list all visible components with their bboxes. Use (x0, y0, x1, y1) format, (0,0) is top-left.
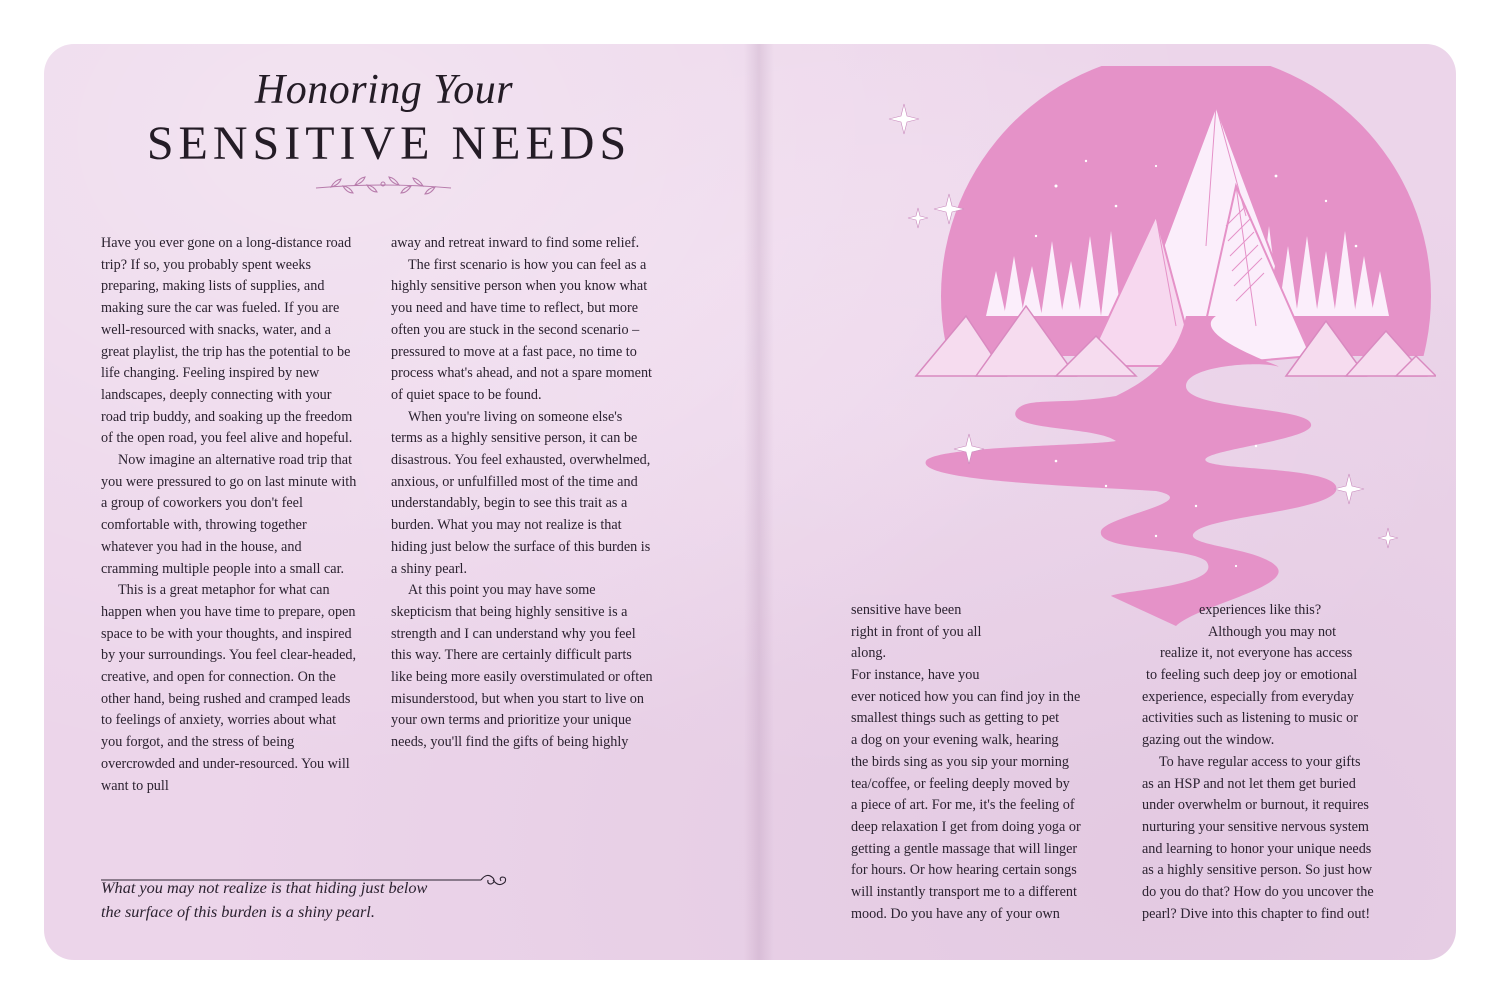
text-line: do you do that? How do you uncover the (1142, 883, 1374, 900)
text-line: to feeling such deep joy or emotional (1146, 667, 1358, 684)
text-line: a dog on your evening walk, hearing (851, 732, 1059, 749)
paragraph: This is a great metaphor for what can happen when you have time to prepare, open space to be with your thoughts, and inspired by your surroundings. You feel clear-headed, creative, and open for connection. On the other hand, being rushed and cramped leads to feelings of anxiety, worries about what you forgot, and the stress of being overcrowded and under-resourced. You will want to pull (101, 582, 357, 794)
text-line: experience, especially from everyday (1142, 688, 1354, 705)
text-line: sensitive have been (851, 602, 962, 618)
text-line: smallest things such as getting to pet (851, 710, 1060, 727)
text-column-left (101, 233, 359, 797)
text-line: for hours. Or how hearing certain songs (851, 862, 1077, 879)
text-line: and learning to honor your unique needs (1142, 840, 1372, 857)
text-line: activities such as listening to music or (1142, 710, 1358, 727)
text-line: realize it, not everyone has access (1160, 645, 1353, 662)
text-line: Although you may not (1208, 623, 1337, 640)
book-spread (44, 44, 1456, 960)
mountain-river-illustration (856, 66, 1436, 636)
text-line: right in front of you all (851, 623, 982, 640)
paragraph: Have you ever gone on a long-distance road trip? If so, you probably spent weeks preparing, making lists of supplies, and making sure the car was fueled. If you are well-resourced with snacks, water, and a great playlist, the trip has the potential to be life changing. Feeling inspired by new landscapes, deeply connecting with your road trip buddy, and soaking up the freedom of the open road, you feel alive and hopeful. (101, 235, 353, 447)
paragraph: The first scenario is how you can feel as a highly sensitive person when you know what you need and have time to reflect, but more often you are stuck in the second scenario – pressured to move at a fast pace, no time to process what's ahead, and not a spare moment of quiet space to be found. (391, 256, 653, 403)
text-line: To have regular access to your gifts (1159, 753, 1361, 770)
pull-quote-line: What you may not realize is that hiding just below (101, 878, 428, 897)
text-line: along. (851, 645, 887, 662)
vine-ornament-icon (311, 172, 456, 202)
page-title-line1: Honoring Your (254, 67, 514, 113)
text-line: For instance, have you (851, 667, 980, 684)
text-line: pearl? Dive into this chapter to find out! (1142, 905, 1371, 922)
text-line: as a highly sensitive person. So just how (1142, 862, 1373, 879)
page-title-line2: SENSITIVE NEEDS (146, 117, 632, 170)
pull-quote (101, 876, 501, 924)
pull-quote-line: the surface of this burden is a shiny pearl. (101, 902, 375, 921)
text-line: under overwhelm or burnout, it requires (1142, 797, 1369, 814)
text-line: tea/coffee, or feeling deeply moved by (851, 775, 1070, 792)
text-line: deep relaxation I get from doing yoga or (851, 818, 1081, 835)
paragraph: away and retreat inward to find some relief. (391, 235, 640, 251)
text-line: getting a gentle massage that will linger (851, 840, 1078, 857)
text-line: nurturing your sensitive nervous system (1142, 818, 1369, 835)
text-line: mood. Do you have any of your own (851, 905, 1060, 922)
text-line: a piece of art. For me, it's the feeling of (851, 797, 1075, 814)
text-line: ever noticed how you can find joy in the (851, 688, 1081, 705)
text-line: as an HSP and not let them get buried (1142, 775, 1356, 792)
text-line: experiences like this? (1199, 602, 1322, 618)
text-line: the birds sing as you sip your morning (851, 753, 1069, 770)
paragraph: At this point you may have some skepticism that being highly sensitive is a strength and I can understand why you feel this way. There are certainly difficult parts like being more easily overstimulated or often misunderstood, but when you start to live on your own terms and prioritize your unique needs, you'll find the gifts of being highly (391, 582, 653, 751)
text-line: will instantly transport me to a different (851, 883, 1077, 900)
text-line: gazing out the window. (1142, 732, 1275, 749)
text-flow-right-left (851, 600, 1081, 925)
paragraph: When you're living on someone else's terms as a highly sensitive person, it can be disastrous. You feel exhausted, overwhelmed, anxious, or unfulfilled most of the time and understandably, begin to see this trait as a burden. What you may not realize is that hiding just below the surface of this burden is a shiny pearl. (391, 408, 651, 577)
text-column-middle (391, 233, 653, 754)
book-gutter (744, 44, 774, 960)
paragraph: Now imagine an alternative road trip that you were pressured to go on last minute with a group of coworkers you don't feel comfortable with, throwing together whatever you had in the house, and cramming multiple people into a small car. (101, 452, 357, 577)
text-flow-right-right (1142, 600, 1374, 925)
